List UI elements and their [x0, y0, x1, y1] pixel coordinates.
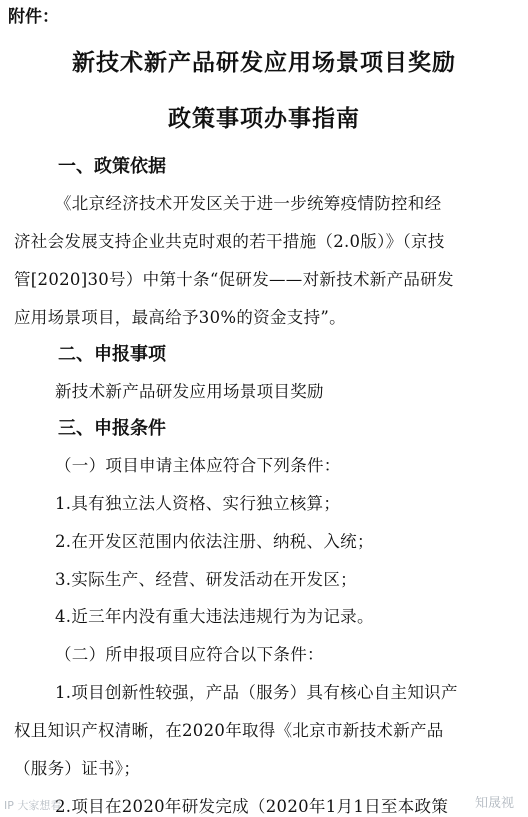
section1-line: 《北京经济技术开发区关于进一步统筹疫情防控和经 — [55, 194, 442, 213]
section1-line: 应用场景项目，最高给予30%的资金支持”。 — [14, 308, 346, 327]
section3-sub1: （一）项目申请主体应符合下列条件： — [55, 456, 341, 475]
section2-heading: 二、申报事项 — [58, 344, 166, 365]
project-condition-line: 2.项目在2020年研发完成（2020年1月1日至本政策 — [55, 797, 449, 816]
condition-item: 4.近三年内没有重大违法违规行为为记录。 — [55, 607, 374, 626]
section1-heading: 一、政策依据 — [58, 156, 166, 177]
project-condition-line: 1.项目创新性较强，产品（服务）具有核心自主知识产 — [55, 683, 458, 702]
section1-line: 管[2020]30号）中第十条“促研发——对新技术新产品研发 — [14, 270, 454, 289]
watermark-left: IP 大家想看 — [4, 799, 62, 812]
project-condition-line: （服务）证书》； — [14, 759, 141, 778]
watermark-logo: 知晟视 — [474, 796, 514, 811]
condition-item: 2.在开发区范围内依法注册、纳税、入统； — [55, 532, 374, 551]
page-title-line2: 政策事项办事指南 — [168, 105, 360, 132]
section2-text: 新技术新产品研发应用场景项目奖励 — [55, 382, 324, 401]
section3-heading: 三、申报条件 — [58, 418, 166, 439]
condition-item: 3.实际生产、经营、研发活动在开发区； — [55, 570, 357, 589]
section1-line: 济社会发展支持企业共克时艰的若干措施（2.0版）》（京技 — [14, 232, 445, 251]
project-condition-line: 权且知识产权清晰，在2020年取得《北京市新技术新产品 — [14, 721, 444, 740]
page-title-line1: 新技术新产品研发应用场景项目奖励 — [72, 49, 456, 76]
condition-item: 1.具有独立法人资格、实行独立核算； — [55, 494, 341, 513]
section3-sub2: （二）所申报项目应符合以下条件： — [55, 645, 324, 664]
attachment-label: 附件： — [8, 7, 59, 27]
